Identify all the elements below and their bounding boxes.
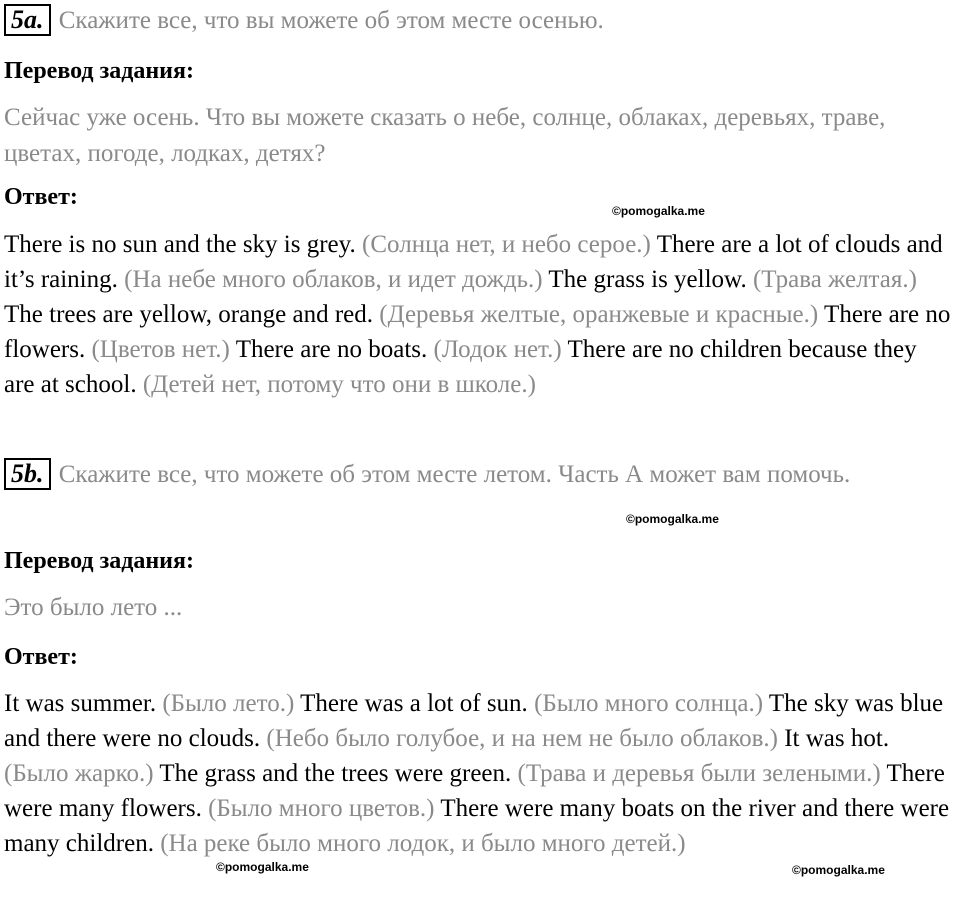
task-5a-translation: Сейчас уже осень. Что вы можете сказать о небе, солнце, облаках, деревьях, траве, цветах, погоде, лодках, детях? xyxy=(4,104,886,167)
task-5b-number: 5b. xyxy=(4,458,51,490)
task-5a-text: Скажите все, что вы можете об этом месте осенью. xyxy=(58,7,604,34)
task-5a-translation-heading: Перевод задания: xyxy=(4,58,194,84)
answer-sentence-ru: (Детей нет, потому что они в школе.) xyxy=(142,371,536,398)
task-5b-answer-heading: Ответ: xyxy=(4,644,78,670)
answer-sentence-ru: (На небе много облаков, и идет дождь.) xyxy=(124,266,543,293)
watermark: ©pomogalka.me xyxy=(626,512,719,526)
task-5a-answer-heading: Ответ: xyxy=(4,184,78,210)
answer-sentence-ru: (Солнца нет, и небо серое.) xyxy=(362,231,651,258)
task-5b-translation-heading: Перевод задания: xyxy=(4,548,194,574)
answer-sentence-en: There were many flowers. xyxy=(4,760,945,822)
task-5a-line xyxy=(4,4,952,38)
answer-sentence-ru: (На реке было много лодок, и было много детей.) xyxy=(160,830,686,857)
answer-sentence-ru: (Трава желтая.) xyxy=(752,266,917,293)
task-5b-translation: Это было лето ... xyxy=(4,594,183,621)
answer-sentence-ru: (Небо было голубое, и на нем не было облаков.) xyxy=(266,725,778,752)
answer-sentence-en: There are no children because they are at school. xyxy=(4,336,917,398)
answer-sentence-en: The grass and the trees were green. xyxy=(159,760,512,787)
answer-sentence-ru: (Было жарко.) xyxy=(4,760,154,787)
answer-sentence-en: The grass is yellow. xyxy=(548,266,747,293)
answer-sentence-en: There are no flowers. xyxy=(4,301,951,363)
answer-sentence-en: There was a lot of sun. xyxy=(300,690,528,717)
answer-sentence-en: The trees are yellow, orange and red. xyxy=(4,301,374,328)
answer-sentence-ru: (Цветов нет.) xyxy=(91,336,230,363)
watermark: ©pomogalka.me xyxy=(792,863,885,877)
answer-sentence-ru: (Трава и деревья были зелеными.) xyxy=(517,760,881,787)
answer-sentence-ru: (Лодок нет.) xyxy=(433,336,562,363)
answer-sentence-en: There are no boats. xyxy=(235,336,428,363)
watermark: ©pomogalka.me xyxy=(216,860,309,874)
task-5a-number: 5a. xyxy=(4,4,51,36)
answer-sentence-en: It was summer. xyxy=(4,690,157,717)
answer-sentence-en: The sky was blue and there were no clouds. xyxy=(4,690,944,752)
answer-sentence-en: There are a lot of clouds and it’s raining. xyxy=(4,231,943,293)
task-5b-text: Скажите все, что можете об этом месте летом. Часть А может вам помочь. xyxy=(58,461,851,488)
answer-sentence-ru: (Было много цветов.) xyxy=(208,795,435,822)
answer-sentence-en: There is no sun and the sky is grey. xyxy=(4,231,356,258)
answer-sentence-ru: (Деревья желтые, оранжевые и красные.) xyxy=(379,301,819,328)
answer-sentence-en: It was hot. xyxy=(784,725,890,752)
task-5b-answer xyxy=(4,686,952,861)
task-5a-answer xyxy=(4,227,952,402)
answer-sentence-en: There were many boats on the river and there were many children. xyxy=(4,795,950,857)
watermark: ©pomogalka.me xyxy=(612,204,705,218)
task-5b-line xyxy=(4,458,952,492)
answer-sentence-ru: (Было лето.) xyxy=(162,690,295,717)
answer-sentence-ru: (Было много солнца.) xyxy=(534,690,764,717)
